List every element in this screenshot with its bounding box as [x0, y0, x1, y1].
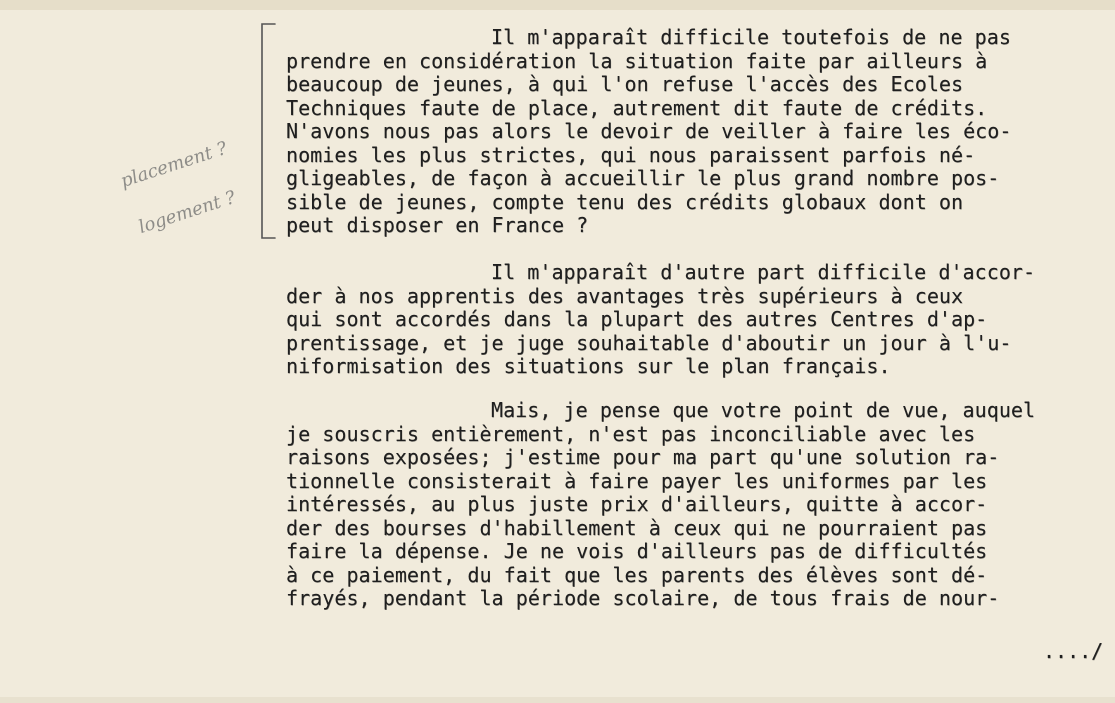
paragraph-1-line: nomies les plus strictes, qui nous paraissent parfois né-	[286, 142, 976, 167]
paragraph-1-line: peut disposer en France ?	[286, 213, 589, 237]
paragraph-2-line: Il m'apparaît d'autre part difficile d'accor-	[491, 260, 1036, 284]
paragraph-2-line: qui sont accordés dans la plupart des autres Centres d'ap-	[286, 307, 988, 331]
paragraph-1-line: gligeables, de façon à accueillir le plus grand nombre pos-	[286, 166, 1000, 190]
handwritten-margin-notes	[112, 90, 262, 240]
paragraph-1	[286, 26, 1106, 238]
paragraph-3-line: tionnelle consisterait à faire payer les uniformes par les	[286, 468, 988, 493]
paragraph-3-line: raisons exposées; j'estime pour ma part qu'une solution ra-	[286, 445, 1000, 469]
continuation-mark: ..../	[1043, 639, 1104, 663]
paragraph-3-line: der des bourses d'habillement à ceux qui ne pourraient pas	[286, 515, 988, 540]
paragraph-1-line: N'avons nous pas alors le devoir de veiller à faire les éco-	[286, 119, 1012, 143]
paragraph-3-line: frayés, pendant la période scolaire, de tous frais de nour-	[286, 586, 1000, 610]
paragraph-1-line: Il m'apparaît difficile toutefois de ne pas	[491, 25, 1011, 49]
paragraph-3-line: à ce paiement, du fait que les parents des élèves sont dé-	[286, 562, 988, 587]
paragraph-3-line: intéressés, au plus juste prix d'ailleurs, quitte à accor-	[286, 492, 988, 516]
paragraph-3-line: Mais, je pense que votre point de vue, auquel	[491, 398, 1036, 422]
paragraph-2	[286, 261, 1106, 379]
paragraph-2-line: niformisation des situations sur le plan français.	[286, 354, 891, 378]
paragraph-1-line: Techniques faute de place, autrement dit faute de crédits.	[286, 95, 988, 120]
paragraph-3-line: je souscris entièrement, n'est pas inconciliable avec les	[286, 421, 976, 446]
paragraph-2-line: prentissage, et je juge souhaitable d'aboutir un jour à l'u-	[286, 330, 1012, 355]
margin-note-placement: placement ?	[118, 137, 230, 192]
paragraph-3	[286, 399, 1106, 611]
paragraph-1-line: sible de jeunes, compte tenu des crédits globaux dont on	[286, 189, 964, 214]
paragraph-3-line: faire la dépense. Je ne vois d'ailleurs pas de difficultés	[286, 539, 988, 563]
paragraph-1-line: prendre en considération la situation faite par ailleurs à	[286, 48, 988, 73]
margin-note-logement: logement ?	[136, 186, 239, 238]
paragraph-1-line: beaucoup de jeunes, à qui l'on refuse l'accès des Ecoles	[286, 72, 964, 96]
paragraph-2-line: der à nos apprentis des avantages très supérieurs à ceux	[286, 283, 964, 308]
